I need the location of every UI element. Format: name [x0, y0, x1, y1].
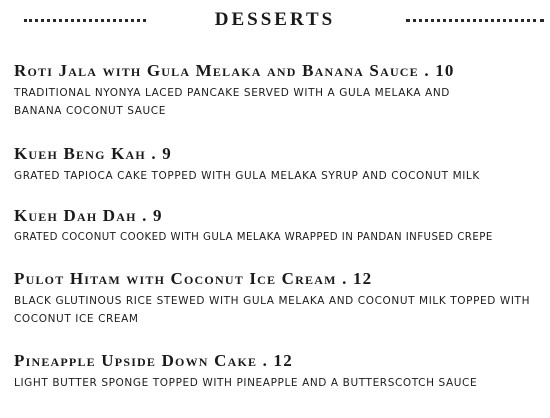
menu-item-description: TRADITIONAL NYONYA LACED PANCAKE SERVED WITH A GULA MELAKA AND BANANA COCONUT SAUCE [14, 87, 450, 117]
menu-item-pineapple-upside-down-cake [14, 350, 544, 392]
menu-item-description: GRATED TAPIOCA CAKE TOPPED WITH GULA MELAKA SYRUP AND COCONUT MILK [14, 170, 480, 182]
menu-item-kueh-beng-kah [14, 143, 544, 185]
menu-item-roti-jala [14, 60, 544, 120]
menu-item-description: BLACK GLUTINOUS RICE STEWED WITH GULA MELAKA AND COCONUT MILK TOPPED WITH COCONUT ICE CREAM [14, 295, 531, 325]
section-title: DESSERTS [214, 9, 336, 30]
dotted-divider-right [406, 19, 544, 22]
menu-item-name: Pineapple Upside Down Cake . 12 [14, 351, 293, 370]
menu-item-pulot-hitam [14, 268, 544, 328]
menu-item-kueh-dah-dah [14, 205, 544, 247]
menu-item-description: GRATED COCONUT COOKED WITH GULA MELAKA WRAPPED IN PANDAN INFUSED CREPE [14, 232, 493, 243]
menu-item-name: Kueh Dah Dah . 9 [14, 206, 163, 225]
menu-item-description: LIGHT BUTTER SPONGE TOPPED WITH PINEAPPLE AND A BUTTERSCOTCH SAUCE [14, 377, 478, 389]
menu-item-name: Roti Jala with Gula Melaka and Banana Sauce . 10 [14, 61, 455, 80]
menu-item-name: Pulot Hitam with Coconut Ice Cream . 12 [14, 269, 373, 288]
menu-item-name: Kueh Beng Kah . 9 [14, 144, 172, 163]
section-header [0, 8, 550, 34]
